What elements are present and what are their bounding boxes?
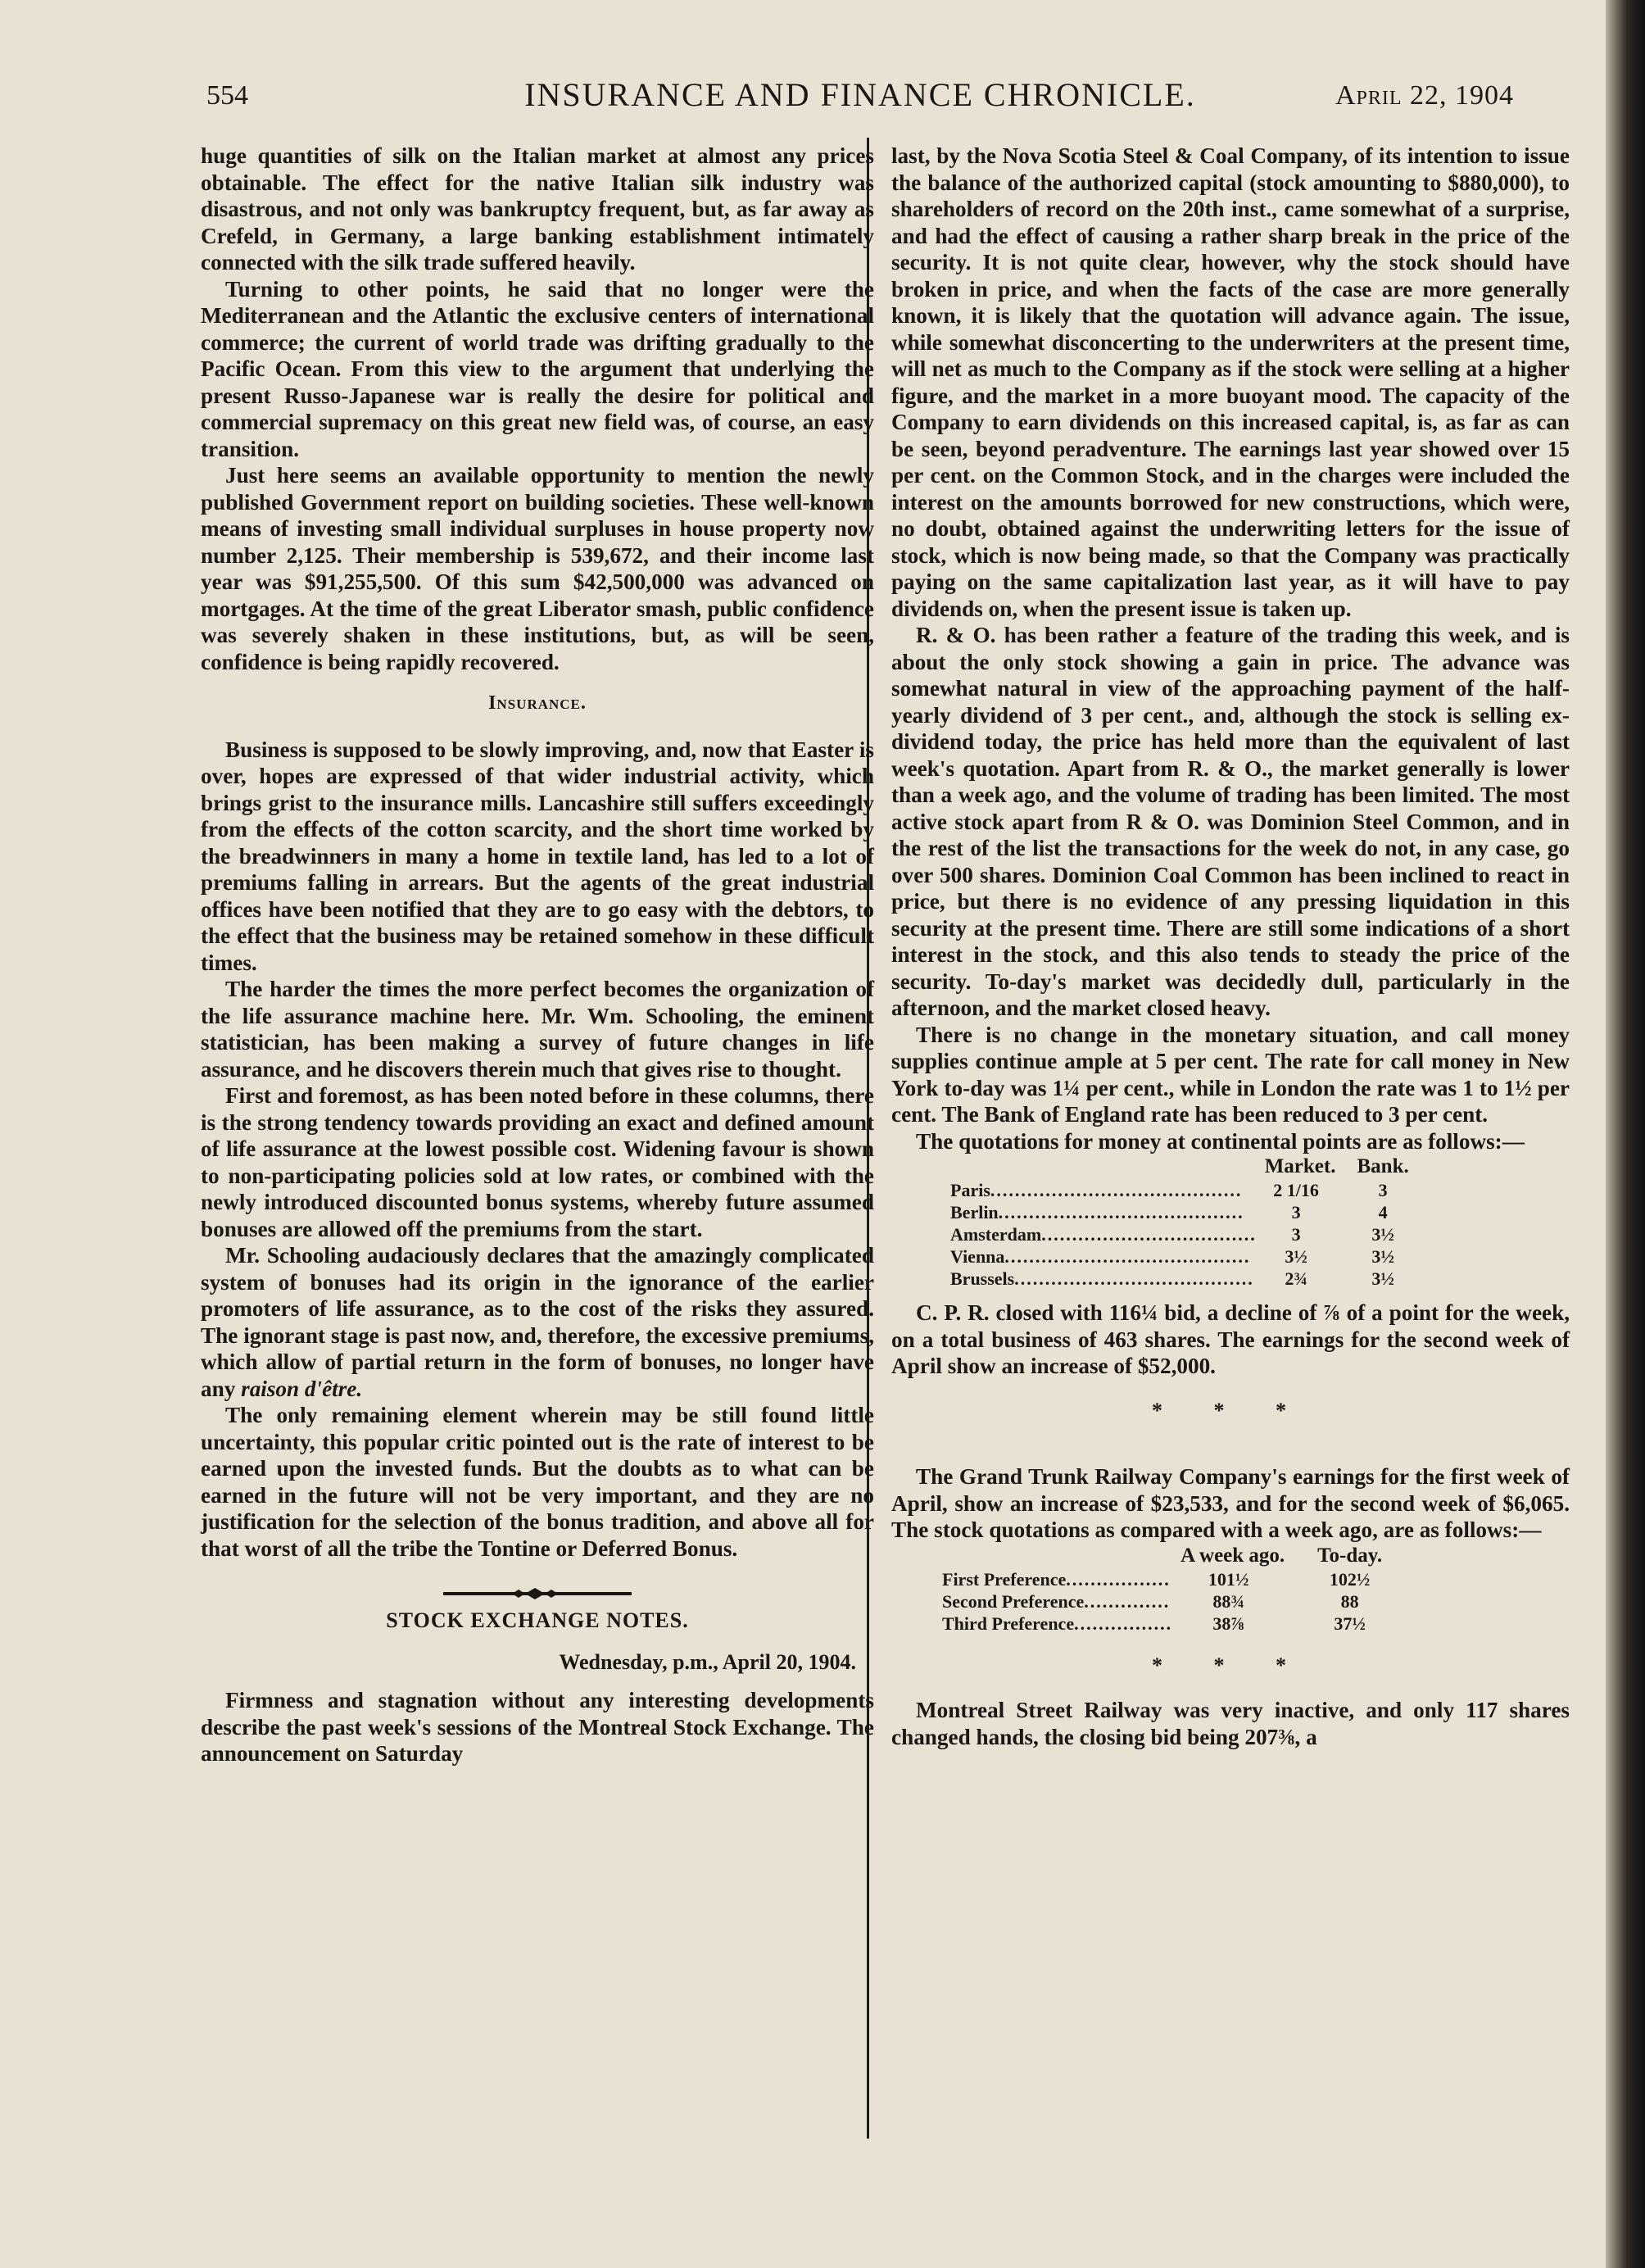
- leader-dots: ...................................: [1041, 1224, 1257, 1245]
- bank-rate: 3½: [1371, 1268, 1394, 1289]
- market-rate: 2¾: [1285, 1268, 1307, 1289]
- paragraph: Turning to other points, he said that no longer were the Mediterranean and the Atlantic the exclusive centers of international commerce; the current of world trade was drifting gradually to the Pacific Ocean. From this view to the argument that underlying the present Russo-Japanese war is really the desire for political and commercial supremacy on this great new field was, of course, an easy transition.: [201, 276, 874, 461]
- bank-rate: 4: [1378, 1202, 1388, 1222]
- table-row: [950, 1223, 1409, 1245]
- table-row: [942, 1590, 1382, 1613]
- table-header-row: [942, 1544, 1382, 1568]
- leader-dots: .........................................: [990, 1180, 1243, 1200]
- stock-name: Second Preference: [942, 1590, 1085, 1612]
- market-rate: 3½: [1285, 1246, 1307, 1267]
- column-header-week-ago: A week ago.: [1181, 1544, 1285, 1567]
- paragraph: The quotations for money at continental points are as follows:—: [916, 1128, 1525, 1154]
- leader-dots: ..............: [1084, 1590, 1171, 1612]
- ornament-divider: [201, 1580, 874, 1593]
- paragraph: huge quantities of silk on the Italian market at almost any prices obtainable. The effect for the native Italian silk industry was disastrous, and not only was bankruptcy frequent, but, as far away as Crefeld, in Germany, a large banking establishment intimately connected with the silk trade suffered heavily.: [201, 143, 874, 274]
- leader-dots: ................: [1074, 1613, 1173, 1634]
- leader-dots: ........................................: [1004, 1246, 1251, 1267]
- paragraph: The harder the times the more perfect becomes the organization of the life assurance machine here. Mr. Wm. Schooling, the eminent statistician, has been making a survey of future changes in life assurance, and he discovers therein much that gives rise to thought.: [201, 977, 874, 1082]
- money-rates-table: [950, 1154, 1409, 1290]
- column-header-bank: Bank.: [1357, 1155, 1409, 1177]
- table-row: [942, 1613, 1382, 1635]
- issue-date: April 22, 1904: [1335, 80, 1514, 111]
- stock-name: First Preference: [942, 1568, 1067, 1590]
- section-stars: * * *: [1152, 1653, 1309, 1677]
- paragraph: R. & O. has been rather a feature of the trading this week, and is about the only stock showing a gain in price. The advance was somewhat natural in view of the approaching payment of the half-yearly dividend of 3 per cent., and, although the stock is selling ex-dividend today, the price has held more than the equivalent of last week's quotation. Apart from R. & O., the market generally is lower than a week ago, and the volume of trading has been limited. The most active stock apart from R & O. was Dominion Steel Common, and in the rest of the list the transactions for the week do not, in any case, go over 500 shares. Dominion Coal Common has been inclined to react in price, but there is no evidence of any pressing liquidation in this security at the present time. There are still some indications of a short interest in the stock, and this also tends to steady the price of the security. To-day's market was decidedly dull, particularly in the afternoon, and the market closed heavy.: [891, 623, 1570, 1020]
- dateline: Wednesday, p.m., April 20, 1904.: [559, 1649, 856, 1674]
- paragraph: Just here seems an available opportunity to mention the newly published Government report on building societies. These well-known means of investing small individual surpluses in house property now number 2,125. Their membership is 539,672, and their income last year was $91,255,500. Of this sum $42,500,000 was advanced on mortgages. At the time of the great Liberator smash, public confidence was severely shaken in these institutions, but, as will be seen, confidence is being rapidly recovered.: [201, 463, 874, 674]
- paragraph: Montreal Street Railway was very inactive, and only 117 shares changed hands, the closing bid being 207⅜, a: [891, 1698, 1570, 1749]
- paragraph: There is no change in the monetary situation, and call money supplies continue ample at 5 per cent. The rate for call money in New York to-day was 1¼ per cent., while in London the rate was 1 to 1½ per cent. The Bank of England rate has been reduced to 3 per cent.: [891, 1022, 1570, 1127]
- week-ago-price: 101½: [1208, 1568, 1249, 1590]
- paragraph: The only remaining element wherein may be still found little uncertainty, this popular critic pointed out is the rate of interest to be earned upon the invested funds. But the doubts as to what can be earned in the future will not be very important, and they are no justification for the selection of the bonus tradition, and above all for that worst of all the tribe the Tontine or Deferred Bonus.: [201, 1403, 874, 1561]
- week-ago-price: 88¾: [1212, 1590, 1244, 1612]
- journal-title: INSURANCE AND FINANCE CHRONICLE.: [524, 76, 1196, 113]
- leader-dots: .......................................: [1014, 1268, 1254, 1289]
- paragraph: C. P. R. closed with 116¼ bid, a decline of ⅞ of a point for the week, on a total business of 463 shares. The earnings for the second week of April show an increase of $52,000.: [891, 1300, 1570, 1378]
- paragraph: last, by the Nova Scotia Steel & Coal Company, of its intention to issue the balance of the authorized capital (stock amounting to $880,000), to shareholders of record on the 20th inst., came somewhat of a surprise, and had the effect of causing a rather sharp break in the price of the security. It is not quite clear, however, why the stock should have broken in price, and when the facts of the case are more generally known, it is likely that the quotation will advance again. The issue, while somewhat disconcerting to the underwriters at the present time, will net as much to the Company as if the stock were selling at a higher figure, and the market in a more buoyant mood. The capacity of the Company to earn dividends on this increased capital, is, as far as can be seen, beyond peradventure. The earnings last year showed over 15 per cent. on the Common Stock, and in the charges were included the interest on the amounts borrowed for new constructions, which were, no doubt, obtained against the underwriting letters for the issue of stock, which is now being made, so that the Company was practically paying on the same capitalization last year, as it will have to pay dividends on, when the present issue is taken up.: [891, 143, 1570, 621]
- paragraph: Firmness and stagnation without any interesting developments describe the past week's sessions of the Montreal Stock Exchange. The announcement on Saturday: [201, 1688, 874, 1766]
- table-row: [950, 1179, 1409, 1201]
- table-row: [950, 1201, 1409, 1223]
- right-column: [891, 143, 1570, 1750]
- paragraph: Business is supposed to be slowly improving, and, now that Easter is over, hopes are expressed of that wider industrial activity, which brings grist to the insurance mills. Lancashire still suffers exceedingly from the effects of the cotton scarcity, and the short time worked by the breadwinners in many a home in textile land, has led to a lot of premiums falling in arrears. But the agents of the great industrial offices have been notified that they are to go easy with the debtors, to the effect that the business may be retained somehow in these difficult times.: [201, 737, 874, 975]
- page-number: 554: [206, 80, 248, 111]
- binding-gutter: [1606, 0, 1645, 2268]
- table-row: [950, 1245, 1409, 1268]
- table-row: [942, 1568, 1382, 1590]
- paragraph: The Grand Trunk Railway Company's earnings for the first week of April, show an increase of $23,533, and for the second week of $6,065. The stock quotations as compared with a week ago, are as follows:—: [891, 1464, 1570, 1542]
- week-ago-price: 38⅞: [1212, 1613, 1244, 1634]
- grand-trunk-table: [942, 1544, 1382, 1635]
- stock-name: Third Preference: [942, 1613, 1075, 1634]
- today-price: 88: [1340, 1590, 1359, 1612]
- insurance-section-heading: Insurance.: [488, 692, 587, 714]
- bank-rate: 3½: [1371, 1224, 1394, 1245]
- stock-exchange-heading: STOCK EXCHANGE NOTES.: [386, 1608, 689, 1632]
- today-price: 37½: [1334, 1613, 1366, 1634]
- leader-dots: ........................................: [998, 1202, 1244, 1222]
- bank-rate: 3: [1378, 1180, 1388, 1200]
- italic-phrase: raison d'être.: [241, 1376, 363, 1401]
- bank-rate: 3½: [1371, 1246, 1394, 1267]
- today-price: 102½: [1329, 1568, 1371, 1590]
- paragraph: First and foremost, as has been noted before in these columns, there is the strong tendency towards providing an exact and defined amount of life assurance at the lowest possible cost. Widening favour is shown to non-participating policies sold at low rates, or combined with the newly introduced discounted bonus systems, whereby future assumed bonuses are allowed off the premiums from the start.: [201, 1083, 874, 1241]
- city-name: Berlin: [950, 1202, 999, 1222]
- running-header: [206, 75, 1514, 121]
- left-column: [201, 143, 874, 1767]
- table-row: [950, 1268, 1409, 1290]
- column-header-market: Market.: [1264, 1155, 1336, 1177]
- city-name: Amsterdam: [950, 1224, 1042, 1245]
- paragraph: [201, 1242, 874, 1402]
- table-header-row: [950, 1154, 1409, 1179]
- column-header-today: To-day.: [1317, 1544, 1383, 1567]
- city-name: Vienna: [950, 1246, 1005, 1267]
- leader-dots: .................: [1066, 1568, 1171, 1590]
- paragraph-text: Mr. Schooling audaciously declares that the amazingly complicated system of bonuses had its origin in the ignorance of the earlier promoters of life assurance, as to the cost of the risks they assured. The ignorant stage is past now, and, therefore, the excessive premiums, which allow of partial return in the form of bonuses, no longer have any: [201, 1243, 874, 1401]
- market-rate: 3: [1291, 1224, 1301, 1245]
- section-stars: * * *: [1152, 1398, 1309, 1422]
- city-name: Brussels: [950, 1268, 1015, 1289]
- city-name: Paris: [950, 1180, 990, 1200]
- market-rate: 3: [1291, 1202, 1301, 1222]
- market-rate: 2 1/16: [1273, 1180, 1319, 1200]
